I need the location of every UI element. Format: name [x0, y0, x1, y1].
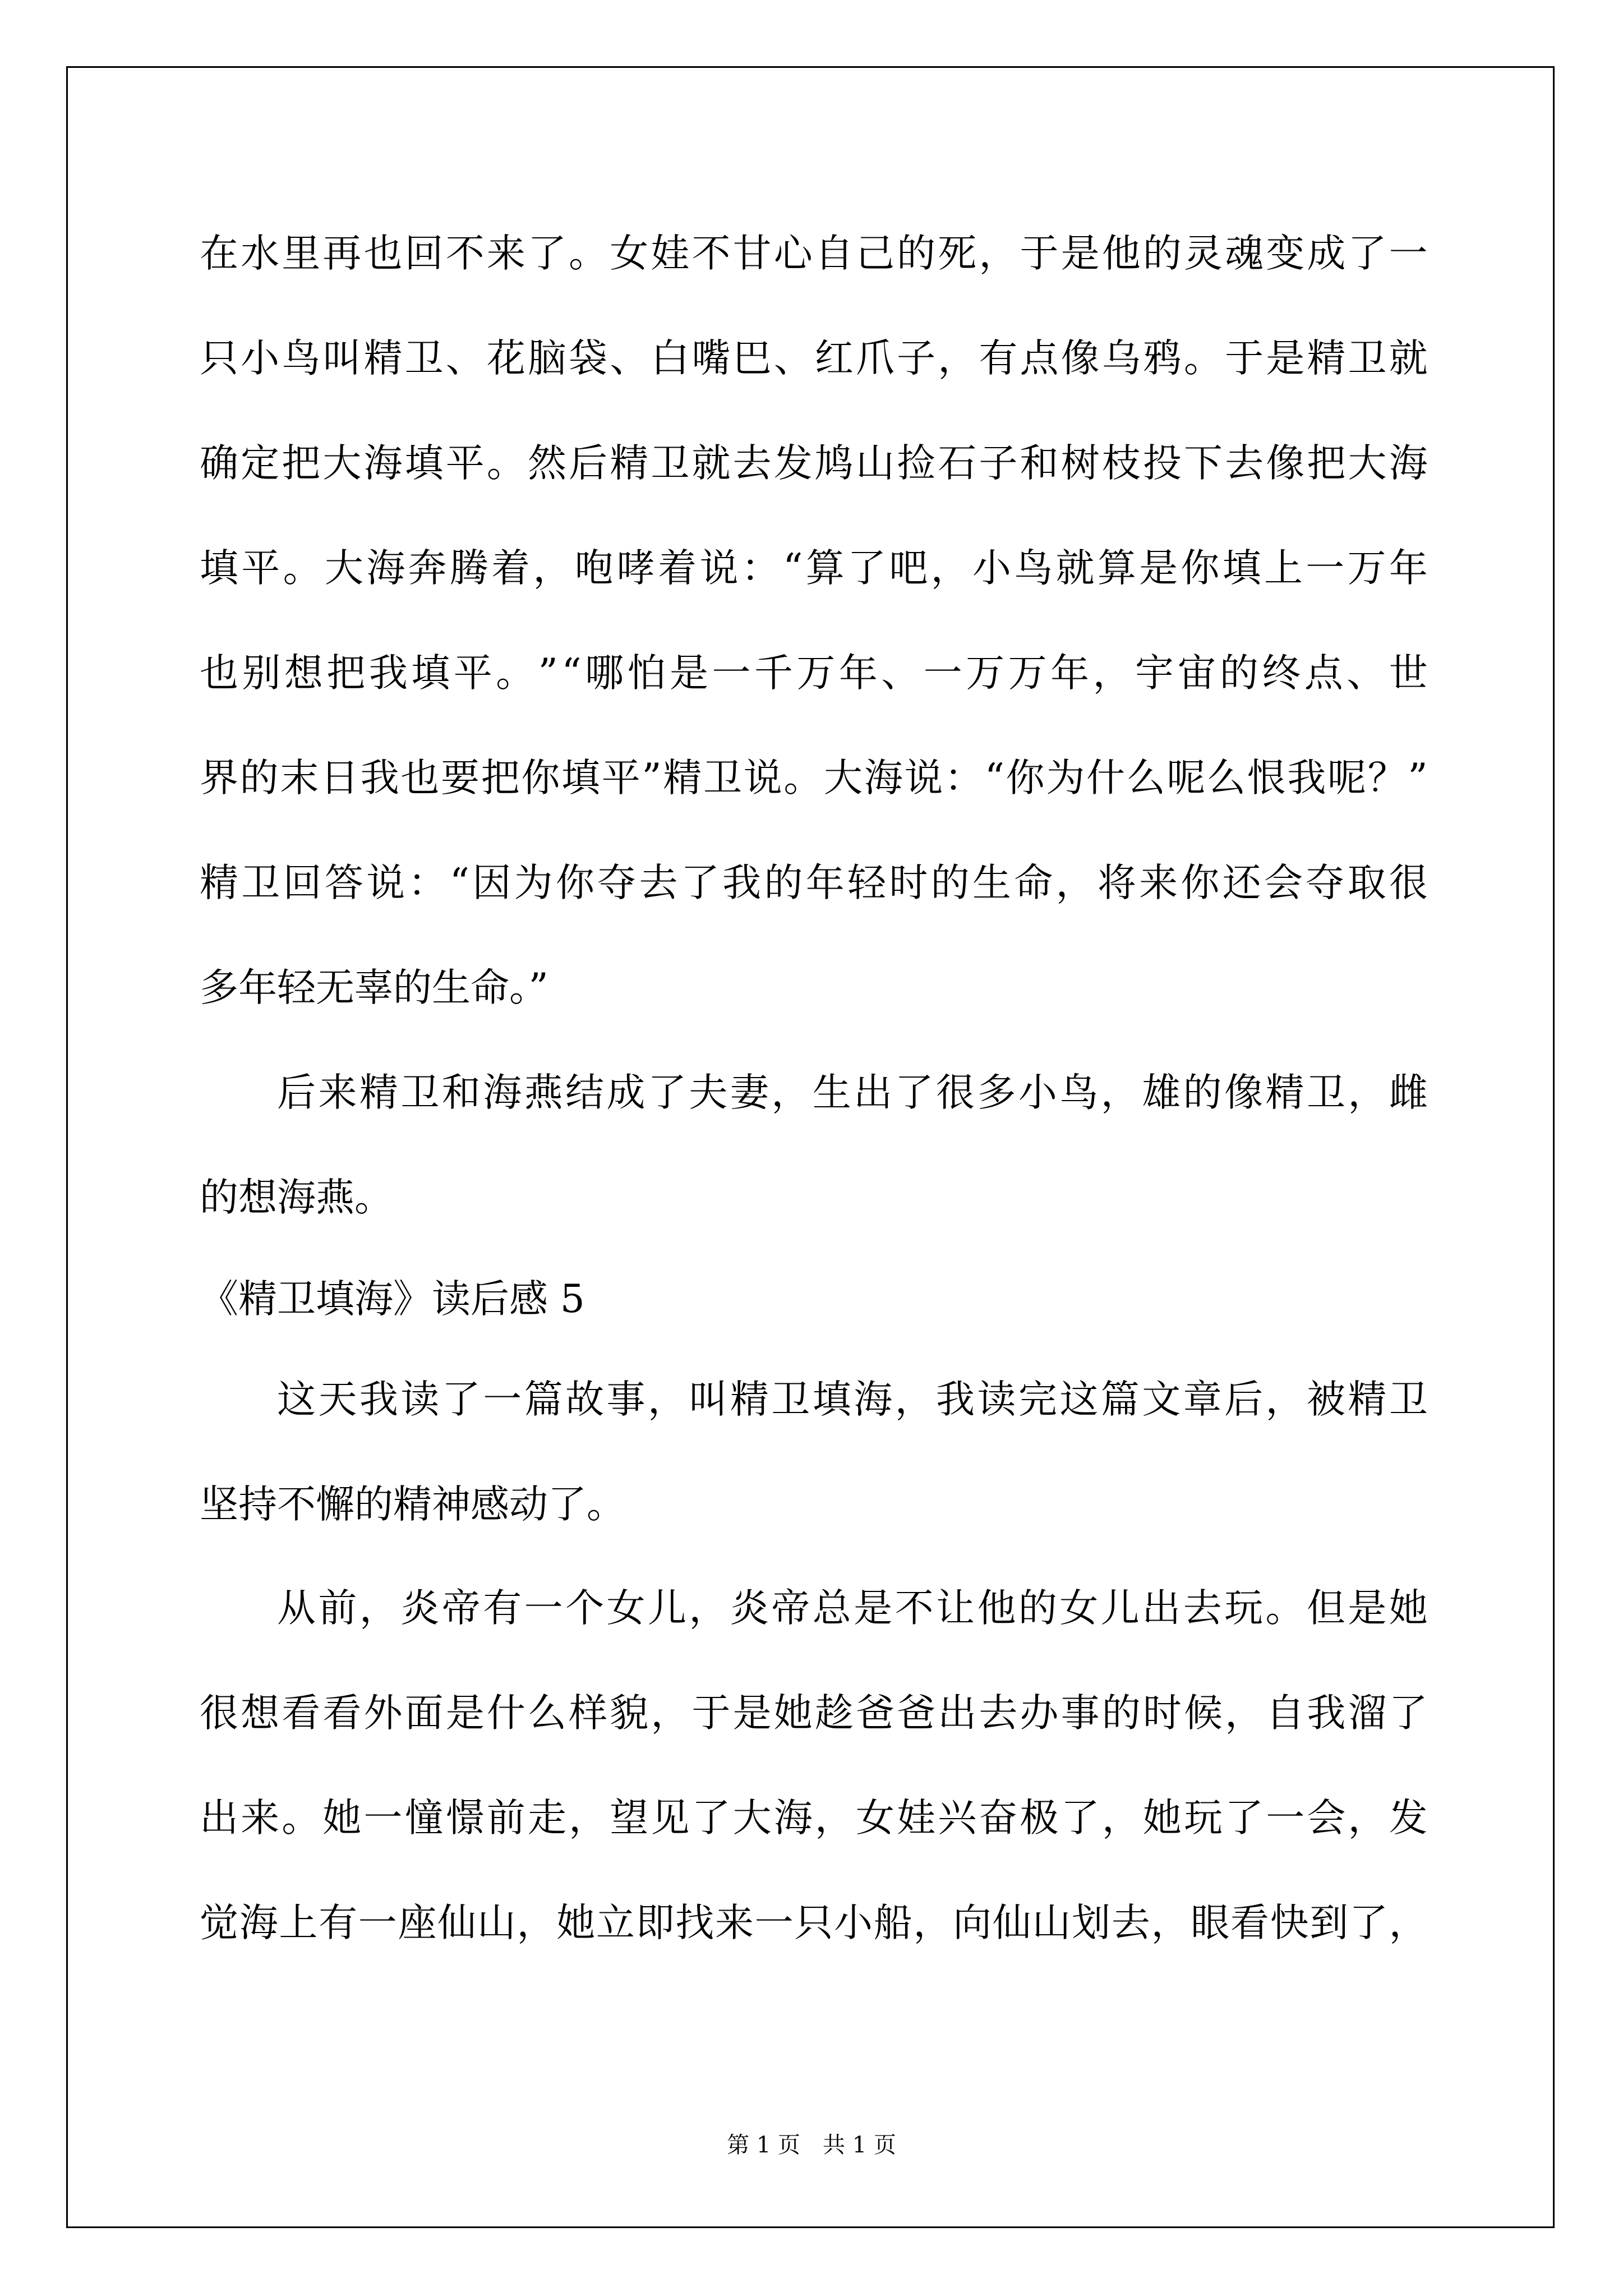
- text-line: 出 来 。 她 一 憧 憬 前 走 ， 望 见 了 大 海 ， 女 娃 兴 奋 极 了 ， 她 玩 了 一 会 ， 发: [200, 1796, 1428, 1841]
- text-line: 界 的 末 日 我 也 要 把 你 填 平 ” 精 卫 说 。 大 海 说 ： “ 你 为 什 么 呢 么 恨 我 呢 ？ ”: [200, 756, 1428, 800]
- text-line: 精 卫 回 答 说 ： “ 因 为 你 夺 去 了 我 的 年 轻 时 的 生 命 ， 将 来 你 还 会 夺 取 很: [200, 861, 1428, 905]
- text-line: 在 水 里 再 也 回 不 来 了 。 女 娃 不 甘 心 自 己 的 死 ， 于 是 他 的 灵 魂 变 成 了 一: [200, 231, 1428, 276]
- text-line: 确 定 把 大 海 填 平 。 然 后 精 卫 就 去 发 鸠 山 捡 石 子 和 树 枝 投 下 去 像 把 大 海: [200, 441, 1428, 486]
- text-line: 只 小 鸟 叫 精 卫 、 花 脑 袋 、 白 嘴 巴 、 红 爪 子 ， 有 点 像 乌 鸦 。 于 是 精 卫 就: [200, 336, 1428, 381]
- text-line: 坚持不懈的精神感动了。: [200, 1482, 625, 1527]
- page-number-footer: 第 1 页 共 1 页: [727, 2132, 896, 2158]
- section-heading: 《精卫填海》读后感 5: [200, 1277, 585, 1322]
- paragraph-start-line: 这 天 我 读 了 一 篇 故 事 ， 叫 精 卫 填 海 ， 我 读 完 这 篇 文 章 后 ， 被 精 卫: [277, 1377, 1428, 1422]
- text-line: 觉 海 上 有 一 座 仙 山 ， 她 立 即 找 来 一 只 小 船 ， 向 仙 山 划 去 ， 眼 看 快 到 了 ，: [200, 1901, 1428, 1945]
- paragraph-start-line: 从 前 ， 炎 帝 有 一 个 女 儿 ， 炎 帝 总 是 不 让 他 的 女 儿 出 去 玩 。 但 是 她: [277, 1586, 1428, 1631]
- text-line: 填 平 。 大 海 奔 腾 着 ， 咆 哮 着 说 ： “ 算 了 吧 ， 小 鸟 就 算 是 你 填 上 一 万 年: [200, 546, 1428, 591]
- text-line: 很 想 看 看 外 面 是 什 么 样 貌 ， 于 是 她 趁 爸 爸 出 去 办 事 的 时 候 ， 自 我 溜 了: [200, 1691, 1428, 1736]
- text-line: 的想海燕。: [200, 1175, 393, 1220]
- paragraph-start-line: 后 来 精 卫 和 海 燕 结 成 了 夫 妻 ， 生 出 了 很 多 小 鸟 ， 雄 的 像 精 卫 ， 雌: [277, 1070, 1428, 1115]
- text-line: 也 别 想 把 我 填 平 。 ” “ 哪 怕 是 一 千 万 年 、 一 万 万 年 ， 宇 宙 的 终 点 、 世: [200, 651, 1428, 696]
- text-line: 多年轻无辜的生命。”: [200, 965, 548, 1010]
